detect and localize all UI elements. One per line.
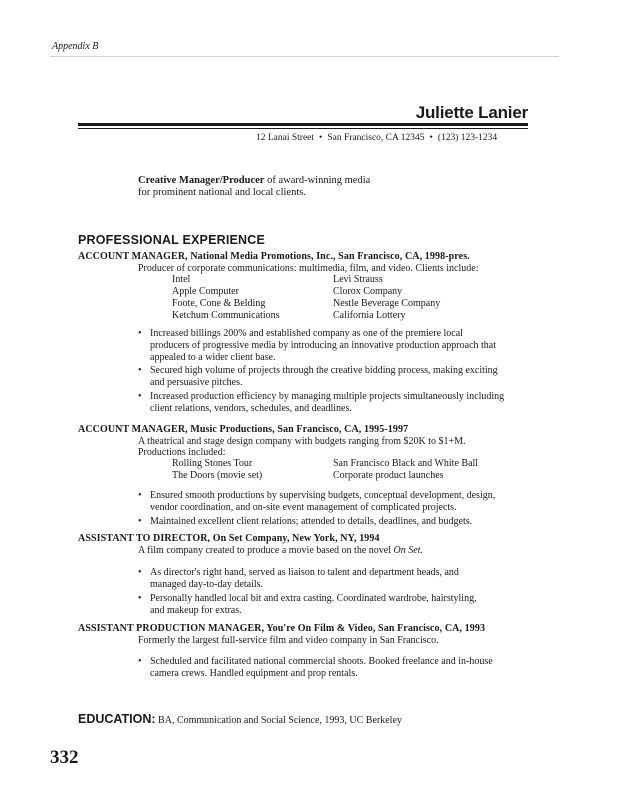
contact-city: San Francisco, CA 12345 [327, 133, 425, 143]
contact-phone: (123) 123-1234 [437, 133, 498, 143]
header-rule [50, 56, 559, 57]
resume-name: Juliette Lanier [415, 103, 528, 122]
bullet-item [138, 656, 528, 680]
bullet-line: Increased billings 200% and established company as one of the premiere local [150, 328, 463, 339]
client-list-col2 [333, 274, 440, 322]
job-description [138, 545, 423, 556]
bullet-line: Increased production efficiency by managing multiple projects simultaneously including [150, 391, 505, 402]
name-rule-thick [78, 123, 528, 126]
bullet-item [138, 391, 528, 415]
bullet-line: As director's right hand, served as liaison to talent and department heads, and [150, 567, 459, 578]
running-head: Appendix B [52, 41, 99, 52]
bullet-line: client relations, vendors, schedules, and deadlines. [150, 403, 352, 414]
bullet-item [138, 567, 528, 591]
client-item: Ketchum Communications [172, 310, 280, 321]
bullet-line: Maintained excellent client relations; attended to details, deadlines, and budgets. [150, 516, 473, 527]
job-title: ASSISTANT TO DIRECTOR, On Set Company, New York, NY, 1994 [78, 533, 380, 544]
bullet-line: Ensured smooth productions by supervising budgets, conceptual development, design, [150, 490, 496, 501]
client-item: Foote, Cone & Belding [172, 298, 266, 309]
job-title: ACCOUNT MANAGER, National Media Promotions, Inc., San Francisco, CA, 1998-pres. [78, 251, 470, 262]
summary [138, 175, 438, 199]
name-rule-thin [78, 128, 528, 129]
client-item: Nestle Beverage Company [333, 298, 441, 309]
client-item: Clorox Company [333, 286, 403, 297]
bullet-glyph: • [138, 391, 142, 402]
bullet-item [138, 365, 528, 389]
bullet-item [138, 516, 528, 528]
job-description: Formerly the largest full-service film and video company in San Francisco. [138, 635, 439, 646]
job-title: ACCOUNT MANAGER, Music Productions, San Francisco, CA, 1995-1997 [78, 424, 409, 435]
bullet-glyph: • [138, 365, 142, 376]
page-number: 332 [50, 747, 79, 768]
production-item: San Francisco Black and White Ball [333, 458, 479, 469]
education-line [78, 710, 402, 728]
job-description-italic: On Set. [393, 545, 423, 556]
section-heading-experience: PROFESSIONAL EXPERIENCE [78, 233, 266, 247]
production-list-col2 [333, 458, 478, 482]
bullet-line: producers of progressive media by introducing an innovative production approach that [150, 340, 497, 351]
bullet-glyph: • [138, 593, 142, 604]
summary-line2: for prominent national and local clients. [138, 187, 306, 198]
client-item: Levi Strauss [333, 274, 383, 285]
production-list-col1 [172, 458, 262, 482]
bullet-line: Personally handled local bit and extra casting. Coordinated wardrobe, hairstyling, [150, 593, 477, 604]
contact-street: 12 Lanai Street [256, 133, 315, 143]
bullet-item [138, 328, 528, 364]
bullet-line: Scheduled and facilitated national commercial shoots. Booked freelance and in-house [150, 656, 493, 667]
client-item: Intel [172, 274, 191, 285]
contact-separator: • [319, 133, 323, 143]
bullet-line: Secured high volume of projects through the creative bidding process, making exciting [150, 365, 498, 376]
bullet-line: and persuasive pitches. [150, 377, 243, 388]
bullet-item [138, 490, 528, 514]
section-heading-education: EDUCATION: [78, 712, 156, 726]
production-item: Rolling Stones Tour [172, 458, 253, 469]
bullet-line: managed day-to-day details. [150, 579, 264, 590]
bullet-glyph: • [138, 516, 142, 527]
contact-line [256, 133, 497, 143]
contact-separator: • [429, 133, 433, 143]
bullet-line: and makeup for extras. [150, 605, 242, 616]
production-item: Corporate product launches [333, 470, 444, 481]
bullet-glyph: • [138, 328, 142, 339]
bullet-line: camera crews. Handled equipment and prop rentals. [150, 668, 358, 679]
bullet-item [138, 593, 528, 617]
job-description-text: A film company created to produce a movie based on the novel [138, 545, 394, 556]
job-title: ASSISTANT PRODUCTION MANAGER, You're On Film & Video, San Francisco, CA, 1993 [78, 623, 486, 634]
bullet-line: appealed to a wider client base. [150, 352, 276, 363]
job-description: A theatrical and stage design company with budgets ranging from $20K to $1+M. [138, 436, 466, 447]
job-description: Producer of corporate communications: multimedia, film, and video. Clients include: [138, 263, 479, 274]
education-value: BA, Communication and Social Science, 1993, UC Berkeley [155, 715, 402, 726]
summary-bold: Creative Manager/Producer [138, 175, 265, 186]
summary-rest: of award-winning media [264, 175, 371, 186]
client-item: Apple Computer [172, 286, 239, 297]
bullet-glyph: • [138, 567, 142, 578]
production-item: The Doors (movie set) [172, 470, 263, 481]
client-list-col1 [172, 274, 280, 322]
job-description: Productions included: [138, 447, 226, 458]
client-item: California Lottery [333, 310, 406, 321]
bullet-glyph: • [138, 656, 142, 667]
bullet-glyph: • [138, 490, 142, 501]
bullet-line: vendor coordination, and on-site event management of complicated projects. [150, 502, 457, 513]
